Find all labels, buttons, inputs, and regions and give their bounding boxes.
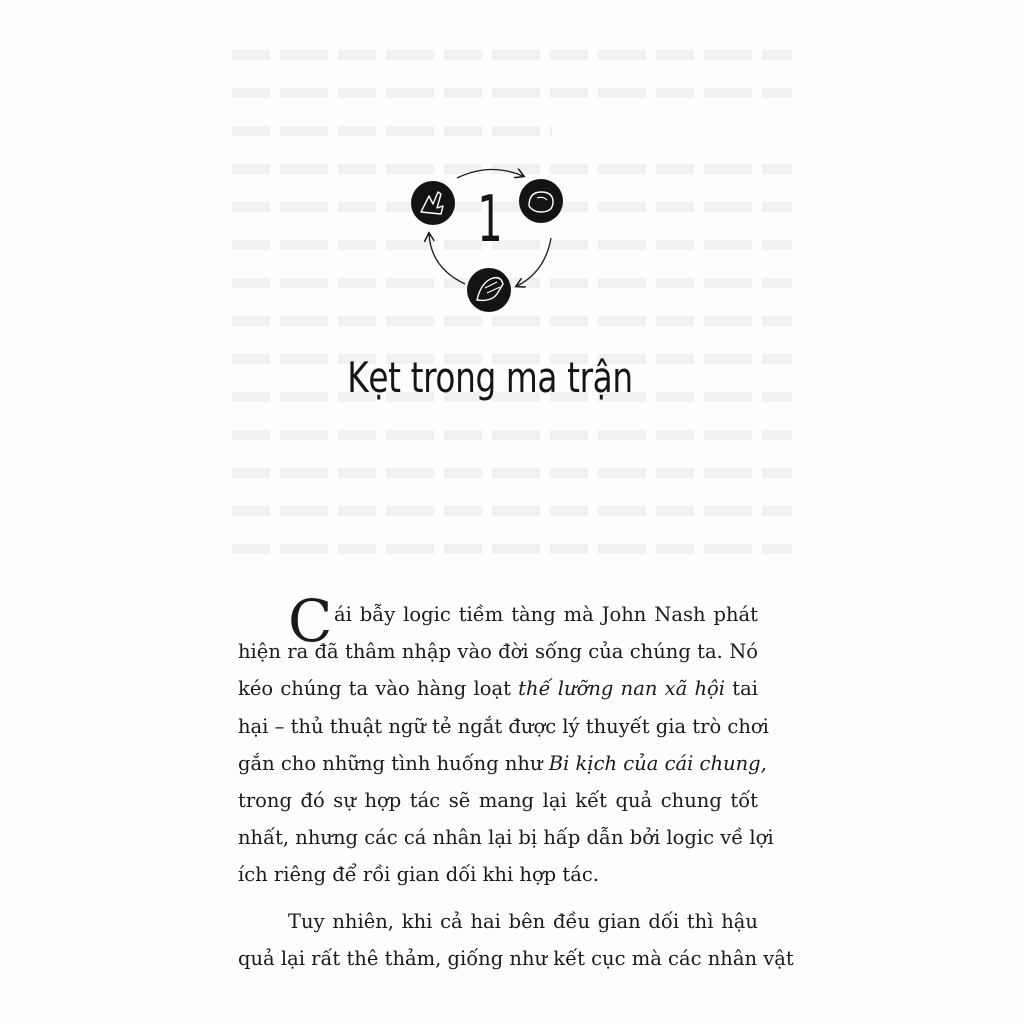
paper-hand-icon xyxy=(467,268,511,312)
paragraph xyxy=(238,903,794,977)
italic-term: Bi kịch của cái chung, xyxy=(548,751,767,775)
drop-cap: C xyxy=(288,587,333,655)
text-run: nhất, nhưng các cá nhân lại bị hấp dẫn bởi logic về lợi xyxy=(238,826,774,850)
text-run: tai xyxy=(725,677,758,701)
text-run: quả lại rất thê thảm, giống như kết cục mà các nhân vật xyxy=(238,946,794,970)
text-run: ích riêng để rồi gian dối khi hợp tác. xyxy=(238,863,599,887)
text-line xyxy=(238,708,769,745)
text-line xyxy=(238,745,767,782)
paragraph xyxy=(238,587,774,894)
chapter-title: Kẹt trong ma trận xyxy=(347,353,633,402)
text-run: ái bẫy logic tiềm tàng mà John Nash phát xyxy=(334,603,758,626)
text-run: hiện ra đã thâm nhập vào đời sống của chúng ta. Nó xyxy=(238,640,758,664)
italic-term: thế lưỡng nan xã hội xyxy=(518,677,726,701)
text-line xyxy=(238,856,758,893)
text-line xyxy=(238,940,794,977)
text-run: hại – thủ thuật ngữ tẻ ngắt được lý thuyết gia trò chơi xyxy=(238,714,769,738)
text-line xyxy=(238,903,758,940)
chapter-number: 1 xyxy=(477,183,503,257)
text-line xyxy=(238,670,758,707)
text-run: trong đó sự hợp tác sẽ mang lại kết quả chung tốt xyxy=(238,788,758,812)
body-text xyxy=(238,587,794,977)
text-run: Tuy nhiên, khi cả hai bên đều gian dối thì hậu xyxy=(288,909,758,933)
text-run: kéo chúng ta vào hàng loạt xyxy=(238,677,519,701)
text-line xyxy=(238,819,774,856)
text-line xyxy=(238,782,758,819)
text-run: gắn cho những tình huống như xyxy=(238,751,549,775)
